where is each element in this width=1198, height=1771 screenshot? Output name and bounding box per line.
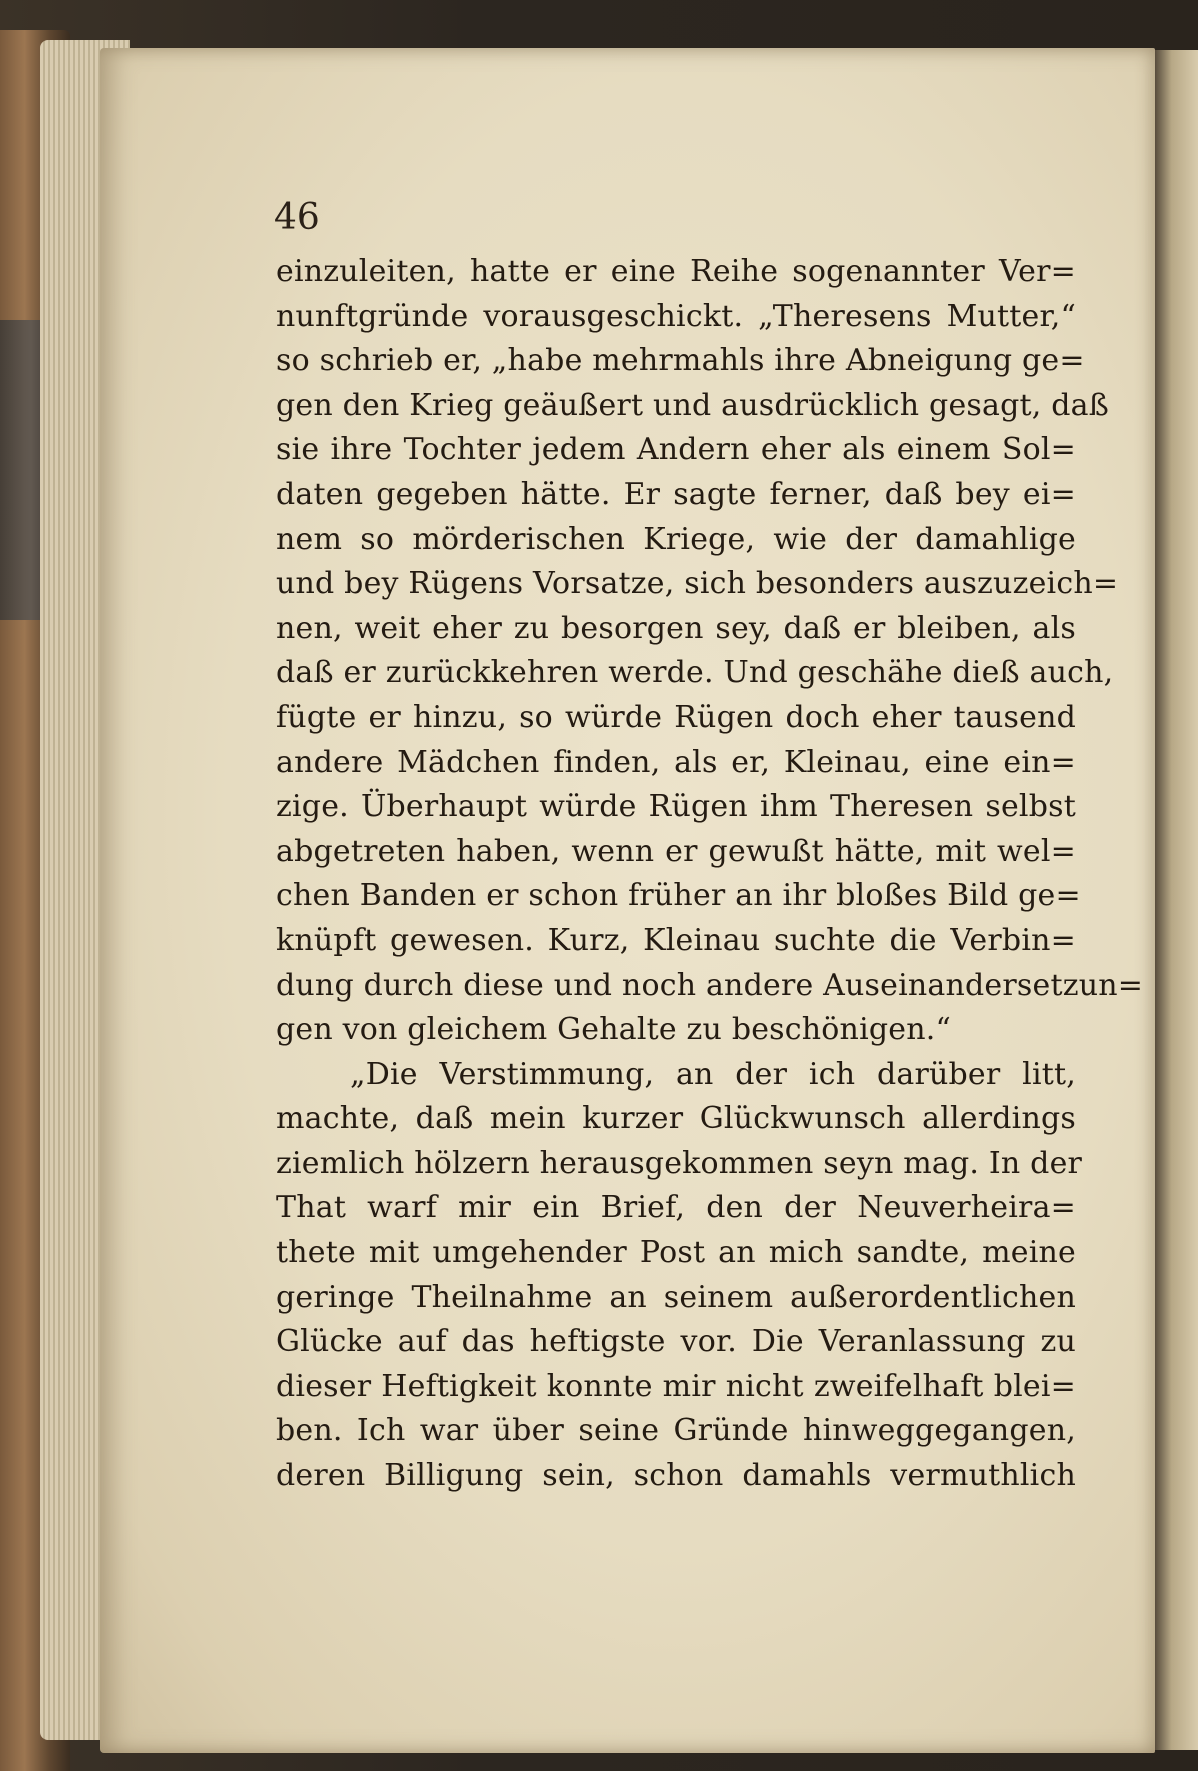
text-line: fügte er hinzu, so würde Rügen doch eher tausend: [276, 699, 1076, 735]
text-line: gen von gleichem Gehalte zu beschönigen.“: [276, 1012, 952, 1048]
text-line: daß er zurückkehren werde. Und geschähe dieß auch,: [276, 655, 1114, 691]
text-line: andere Mädchen finden, als er, Kleinau, eine ein=: [276, 744, 1076, 780]
text-line: daten gegeben hätte. Er sagte ferner, daß bey ei=: [276, 476, 1076, 512]
page-number: 46: [274, 197, 320, 238]
text-line: sie ihre Tochter jedem Andern eher als einem Sol=: [276, 432, 1076, 468]
text-line: „Die Verstimmung, an der ich darüber litt,: [350, 1056, 1076, 1092]
text-line: nen, weit eher zu besorgen sey, daß er bleiben, als: [276, 610, 1076, 646]
text-line: nem so mörderischen Kriege, wie der damahlige: [276, 521, 1076, 557]
text-line: Glücke auf das heftigste vor. Die Veranlassung zu: [276, 1324, 1076, 1360]
text-line: gen den Krieg geäußert und ausdrücklich gesagt, daß: [276, 387, 1109, 423]
text-line: chen Banden er schon früher an ihr bloßes Bild ge=: [276, 878, 1081, 914]
text-line: ziemlich hölzern herausgekommen seyn mag. In der: [276, 1145, 1083, 1181]
text-line: dieser Heftigkeit konnte mir nicht zweifelhaft blei=: [276, 1368, 1076, 1404]
text-line: deren Billigung sein, schon damahls vermuthlich: [276, 1458, 1076, 1494]
text-line: That warf mir ein Brief, den der Neuverheira=: [276, 1190, 1076, 1226]
text-line: nunftgründe vorausgeschickt. „Theresens Mutter,“: [276, 298, 1076, 334]
text-line: ben. Ich war über seine Gründe hinweggegangen,: [276, 1413, 1076, 1449]
text-line: abgetreten haben, wenn er gewußt hätte, mit wel=: [276, 833, 1076, 869]
text-line: machte, daß mein kurzer Glückwunsch allerdings: [276, 1101, 1076, 1137]
text-line: einzuleiten, hatte er eine Reihe sogenannter Ver=: [276, 254, 1076, 289]
text-line: und bey Rügens Vorsatze, sich besonders auszuzeich=: [276, 566, 1119, 602]
next-page-edge: [1150, 50, 1198, 1750]
text-line: thete mit umgehender Post an mich sandte, meine: [276, 1235, 1076, 1271]
text-line: dung durch diese und noch andere Auseinandersetzun=: [276, 967, 1144, 1003]
text-line: knüpft gewesen. Kurz, Kleinau suchte die Verbin=: [276, 922, 1076, 958]
text-block: [276, 250, 1144, 1499]
text-line: geringe Theilnahme an seinem außerordentlichen: [276, 1279, 1076, 1315]
text-line: zige. Überhaupt würde Rügen ihm Theresen selbst: [276, 789, 1076, 825]
text-line: so schrieb er, „habe mehrmahls ihre Abneigung ge=: [276, 343, 1085, 379]
